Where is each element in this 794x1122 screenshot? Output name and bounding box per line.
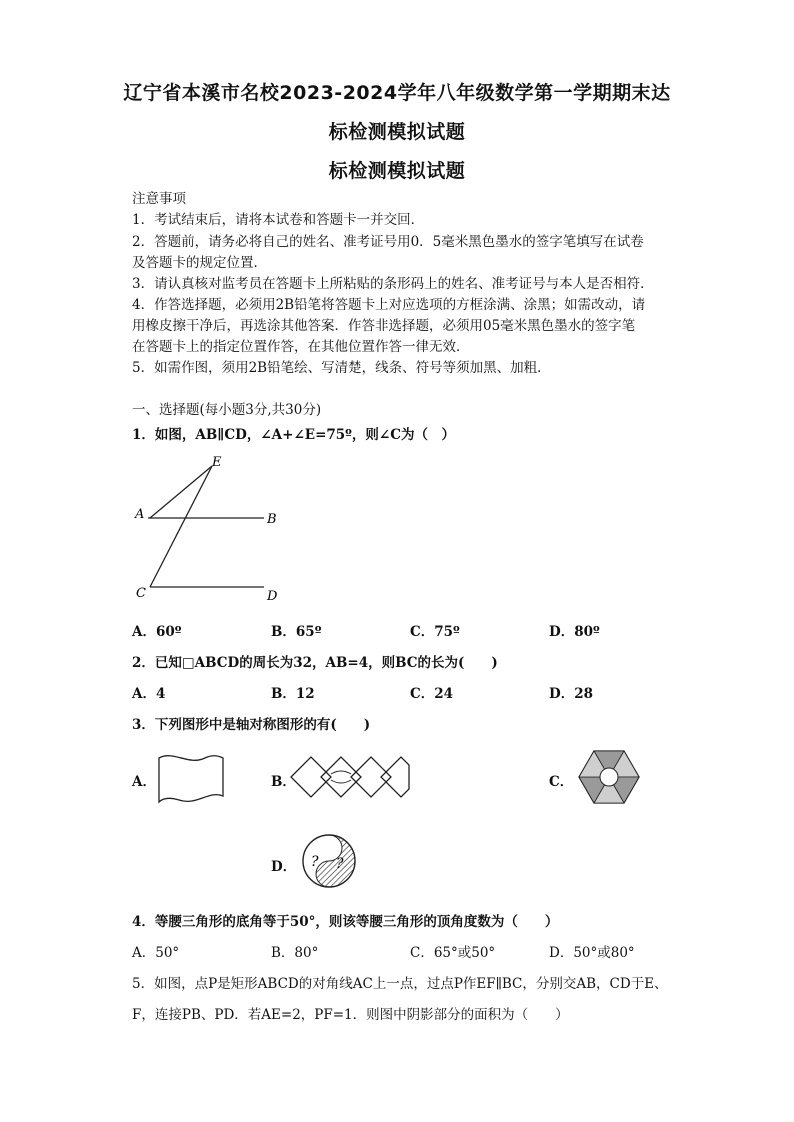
notice-line: 3．请认真核对监考员在答题卡上所粘贴的条形码上的姓名、准考证号与本人是否相符． [132,276,654,292]
label-c: C [136,586,146,601]
question-2-option-a: A．4 [132,686,166,702]
question-2-option-b: B．12 [271,686,315,702]
question-1-option-c: C．75º [410,624,460,640]
question-3-option-c-label: C． [549,774,574,790]
notice-line: 2．答题前，请务必将自己的姓名、准考证号用0．5毫米黑色墨水的签字笔填写在试卷 [132,234,644,250]
page-title-line3: 标检测模拟试题 [328,160,466,182]
question-5-stem-line2: F，连接PB、PD．若AE=2，PF=1．则图中阴影部分的面积为（ ） [132,1007,569,1023]
question-4-stem: 4．等腰三角形的底角等于50°，则该等腰三角形的顶角度数为（ ） [132,914,559,930]
question-mark-left: ? [311,854,319,870]
question-4-option-c: C．65°或50° [410,945,496,961]
question-3-stem: 3．下列图形中是轴对称图形的有( ) [132,717,371,733]
question-3-option-d-label: D． [271,859,297,875]
question-1-option-a: A．60º [132,624,182,640]
question-2-option-d: D．28 [549,686,593,702]
question-3-option-b-label: B． [271,774,296,790]
question-1-figure [130,452,290,608]
label-d: D [267,589,278,604]
question-2-option-c: C．24 [410,686,454,702]
pinwheel-hexagon-figure [577,748,641,806]
notice-line: 1．考试结束后，请将本试卷和答题卡一并交回． [132,212,425,228]
notice-line: 用橡皮擦干净后，再选涂其他答案．作答非选择题，必须用05毫米黑色墨水的签字笔 [132,318,636,334]
question-mark-right: ? [336,856,344,872]
question-1-option-d: D．80º [549,624,600,640]
notice-heading: 注意事项 [132,191,186,207]
question-3-option-a-label: A． [132,774,156,790]
question-1-stem: 1．如图，AB∥CD，∠A+∠E=75º，则∠C为（ ） [132,427,455,443]
line-ae [150,466,212,518]
notice-line: 5．如需作图，须用2B铅笔绘、写清楚，线条、符号等须加黑、加粗． [132,360,551,376]
question-5-stem-line1: 5．如图，点P是矩形ABCD的对角线AC上一点，过点P作EF∥BC，分别交AB，CD于E、 [132,976,668,992]
yin-yang-question-figure [300,832,358,890]
flag-shape-figure [155,752,227,808]
question-4-option-a: A．50° [132,945,180,961]
notice-line: 4．作答选择题，必须用2B铅笔将答题卡上对应选项的方框涂满、涂黑；如需改动，请 [132,297,646,313]
page-title-line1: 辽宁省本溪市名校2023-2024学年八年级数学第一学期期末达 [123,82,671,104]
label-a: A [135,507,145,522]
question-4-option-b: B．80° [271,945,319,961]
notice-line: 及答题卡的规定位置． [132,255,267,271]
question-2-stem: 2．已知□ABCD的周长为32，AB=4，则BC的长为( ) [132,655,498,671]
diamond-chain-figure [285,752,410,802]
label-b: B [267,512,277,527]
question-1-option-b: B．65º [271,624,322,640]
page-title-line2: 标检测模拟试题 [328,121,466,143]
notice-line: 在答题卡上的指定位置作答，在其他位置作答一律无效． [132,339,470,355]
question-4-option-d: D．50°或80° [549,945,635,961]
label-e: E [212,455,222,470]
section-heading: 一、选择题(每小题3分,共30分) [132,402,322,418]
line-ec [150,466,212,587]
